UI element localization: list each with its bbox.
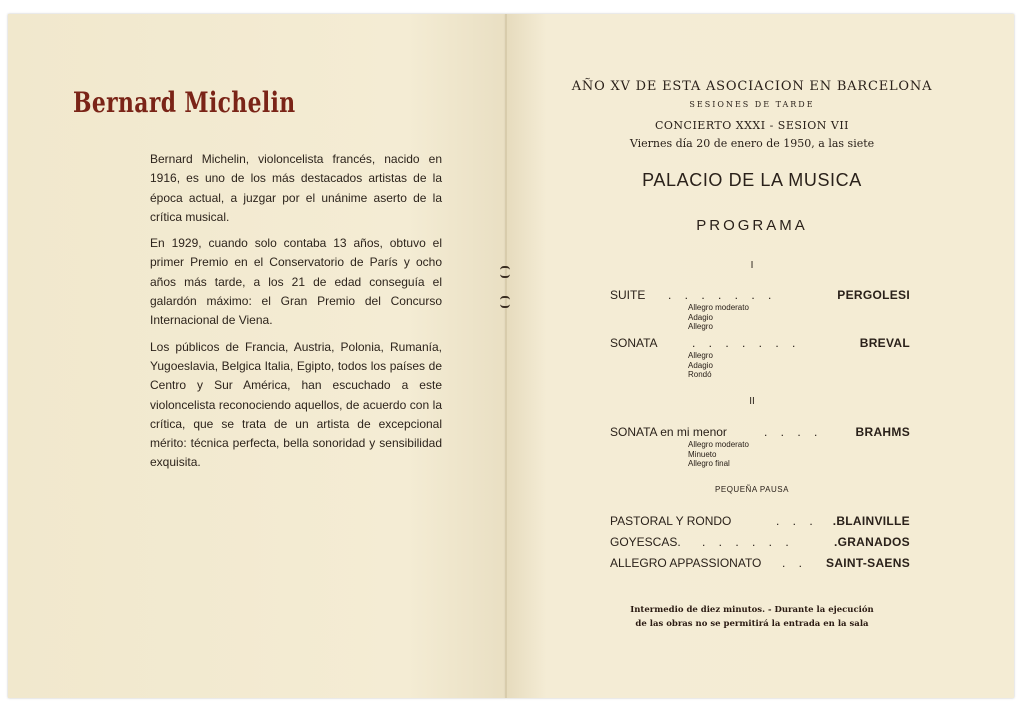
movement: Allegro <box>688 322 713 331</box>
artist-bio <box>150 150 442 480</box>
movement: Allegro moderato <box>688 440 749 449</box>
movement: Adagio <box>688 312 713 322</box>
composer-name: SAINT-SAENS <box>826 556 910 570</box>
center-fold <box>505 14 507 698</box>
movement: Allegro final <box>688 459 730 468</box>
concert-number: CONCIERTO XXXI - SESION VII <box>654 119 850 132</box>
movement: Rondó <box>688 370 712 379</box>
movements-list <box>688 440 749 469</box>
program-heading: PROGRAMA <box>696 217 808 234</box>
note-line: Intermedio de diez minutos. - Durante la ejecución <box>630 605 874 615</box>
movement: Allegro <box>688 351 713 360</box>
composer-name: BRAHMS <box>855 425 910 439</box>
leader-dots: . . <box>782 556 808 570</box>
piece-name: ALLEGRO APPASSIONATO <box>610 556 762 570</box>
program-item <box>610 425 910 441</box>
program-item <box>610 288 910 304</box>
leader-dots: . . . . . . <box>702 535 794 549</box>
composer-name: .GRANADOS <box>833 535 910 549</box>
bio-paragraph: En 1929, cuando solo contaba 13 años, obtuvo el primer Premio en el Conservatorio de París y ocho años más tarde, a los 21 de edad conseguía el galardón máximo: el Gran Premio del Concurso Internacional de Viena. <box>150 236 442 328</box>
program-item <box>610 535 910 551</box>
binding-stitch-bottom <box>500 296 510 308</box>
composer-name: BREVAL <box>859 336 910 350</box>
right-page <box>506 14 1014 698</box>
part-two-marker: II <box>749 396 755 407</box>
movement: Allegro moderato <box>688 303 749 312</box>
association-header: AÑO XV DE ESTA ASOCIACION EN BARCELONA <box>571 79 933 94</box>
leader-dots: . . . <box>776 514 818 528</box>
leader-dots: . . . . <box>764 425 823 439</box>
composer-name: PERGOLESI <box>837 288 910 302</box>
composer-name: .BLAINVILLE <box>832 514 910 528</box>
program-item <box>610 556 910 572</box>
artist-title: Bernard Michelin <box>73 86 296 119</box>
piece-name: PASTORAL Y RONDO <box>610 514 732 528</box>
program-item <box>610 336 910 352</box>
note-line: de las obras no se permitirá la entrada en la sala <box>635 619 869 629</box>
piece-name: SONATA en mi menor <box>610 425 727 439</box>
leader-dots: . . . . . . . <box>668 288 777 302</box>
program-item <box>610 514 910 530</box>
part-one-marker: I <box>750 260 754 271</box>
leader-dots: . . . . . . . <box>692 336 801 350</box>
movements-list <box>688 303 749 332</box>
venue-name: PALACIO DE LA MUSICA <box>642 170 862 190</box>
short-pause-label: PEQUEÑA PAUSA <box>715 485 789 494</box>
piece-name: SONATA <box>610 336 658 350</box>
bio-paragraph: Bernard Michelin, violoncelista francés, nacido en 1916, es uno de los más destacados artistas de la época actual, a juzgar por el unánime aserto de la crítica musical. <box>150 152 442 224</box>
movement: Minueto <box>688 449 717 459</box>
piece-name: GOYESCAS. <box>610 535 681 549</box>
movement: Adagio <box>688 360 713 370</box>
piece-name: SUITE <box>610 288 646 302</box>
movements-list <box>688 351 713 380</box>
bio-paragraph: Los públicos de Francia, Austria, Polonia, Rumanía, Yugoeslavia, Belgica Italia, Egipto, todos los países de Centro y Sur América, han escuchado a este violoncelista reconociendo aquellos, de acuerdo con la crítica, que se trata de un artista de excepcional mérito: técnica perfecta, bella sonoridad y sensibilidad exquisita. <box>150 339 442 470</box>
sessions-label: SESIONES DE TARDE <box>689 100 815 109</box>
intermission-note <box>498 603 1006 631</box>
concert-date: Viernes día 20 de enero de 1950, a las siete <box>629 137 875 150</box>
